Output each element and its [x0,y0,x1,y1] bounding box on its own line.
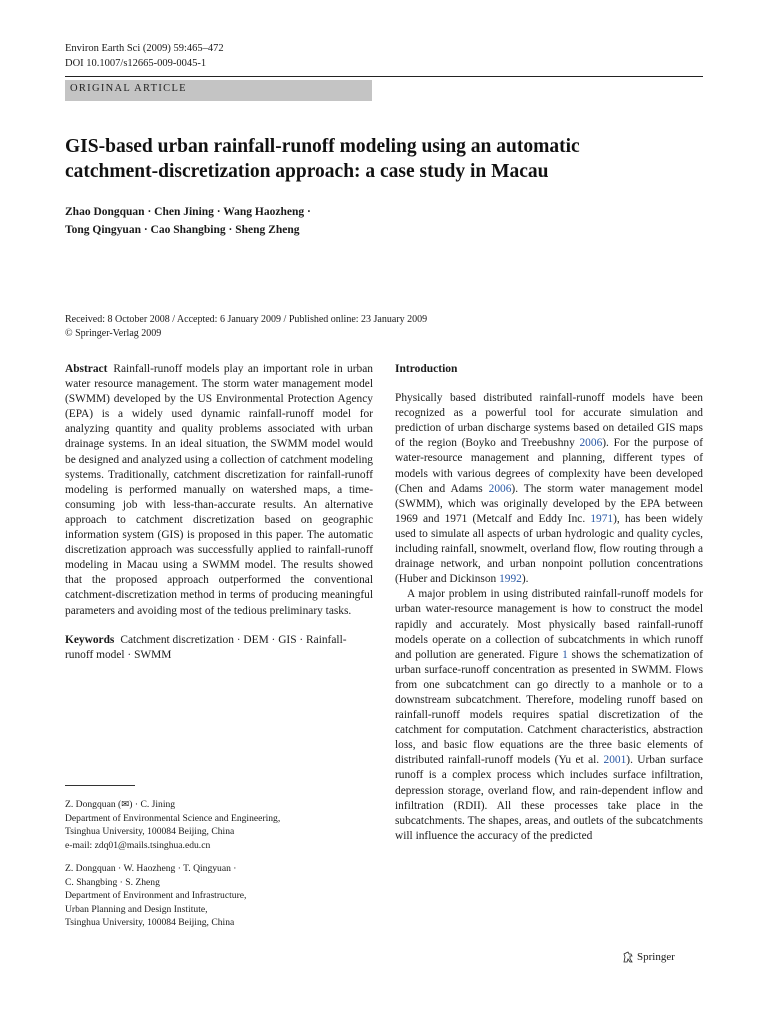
ref-link[interactable]: 2006 [488,482,512,495]
journal-citation: Environ Earth Sci (2009) 59:465–472 [65,43,224,54]
intro-p1-text: ). For the purpose of water-resource management and planning, different types of models with various degrees of complexity have been developed (Chen and Adams [395,437,703,495]
publisher-name: Springer [637,951,675,963]
ref-link[interactable]: 1992 [499,573,522,586]
affiliation-1-names: Z. Dongquan (✉) · C. Jining [65,799,176,810]
affiliation-2-names-1: Z. Dongquan · W. Haozheng · T. Qingyuan · [65,863,237,874]
paper-title [65,134,705,184]
article-type-banner [65,80,372,101]
abstract-text: Rainfall-runoff models play an important role in urban water resource management. The storm water management model (SWMM) developed by the US Environmental Protection Agency (EPA) is a widely used dynamic rainfall-runoff model for analyzing quantity and quality problems associated with urban drainage systems. In an ideal situation, the SWMM model would be designed and analyzed using a collection of catchment modeling systems. Traditionally, catchment discretization for rainfall-runoff modeling is performed manually on watershed maps, a time-consuming job with less-than-accurate results. An alternative approach to catchment discretization based on geographic information system (GIS) is proposed in this paper. The automatic discretization approach was successfully applied to rainfall-runoff modeling in Macau using a SWMM model. The results showed that the proposed approach outperformed the conventional catchment-discretization method in terms of producing meaningful parameters and avoiding most of the tedious preliminary tasks. [65,363,373,617]
figure-link[interactable]: 1 [562,648,568,661]
authors-line-1: Zhao Dongquan · Chen Jining · Wang Haozheng · [65,206,311,218]
affiliation-2-names-2: C. Shangbing · S. Zheng [65,876,160,888]
intro-p2-text: shows the schematization of urban surface-runoff concentration as presented in SWMM. Flows from one subcatchment can go directly to a manhole or to a downstream subcatchment. Therefore, modeling runoff based on rainfall-runoff models requires spatial discretization of the catchment for computation. Catchment characteristics, abstraction loss, and basic flow equations are the three basic elements of distributed rainfall-runoff models (Yu et al. [395,648,704,767]
journal-header [65,41,224,71]
authors-line-2: Tong Qingyuan · Cao Shangbing · Sheng Zheng [65,224,300,236]
right-column [395,362,703,844]
abstract-label: Abstract [65,363,108,375]
keywords-label: Keywords [65,633,115,646]
intro-p1-text: Physically based distributed rainfall-runoff models have been recognized as a powerful tool for accurate simulation and prediction of urban discharge systems based on detailed GIS maps of the region (Boyko and Treebushny [395,392,703,450]
intro-paragraph-1 [395,391,703,587]
left-column [65,362,373,663]
intro-p2-text: ). Urban surface runoff is a complex process which includes surface infiltration, depression storage, overland flow, and rain-dependent inflow and infiltration (RDII). All these processes take place in the subcatchments. The shapes, areas, and outlets of the subcatchments will influence the accuracy of the predicted [395,754,703,842]
affiliation-2-dept: Department of Environment and Infrastructure, [65,890,247,901]
intro-p2-text: A major problem in using distributed rainfall-runoff models for urban water-resource management is how to construct the model rapidly and accurately. Most physically based rainfall-runoff models operate on a collection of subcatchments in which runoff and pollution are generated. Figure [395,588,703,661]
title-line-1: GIS-based urban rainfall-runoff modeling using an automatic [65,136,580,157]
affiliation-2-inst: Urban Planning and Design Institute, [65,903,208,915]
title-line-2: catchment-discretization approach: a case study in Macau [65,161,549,182]
keywords-text: Catchment discretization · DEM · GIS · Rainfall-runoff model · SWMM [65,633,347,661]
author-list [65,203,311,239]
ref-link[interactable]: 1971 [590,512,614,525]
publication-dates [65,313,427,341]
intro-paragraph-2 [395,587,703,844]
affiliation-1 [65,798,375,852]
copyright: © Springer-Verlag 2009 [65,328,162,339]
springer-horse-icon [622,951,634,963]
introduction-heading: Introduction [395,363,458,375]
affiliation-2-univ: Tsinghua University, 100084 Beijing, China [65,917,235,928]
intro-p1-text: ). [521,573,529,586]
intro-p1-text: ), has been widely used to simulate all aspects of urban hydrologic and quality cycles, including rainfall, snowmelt, overland flow, flow routing through a drainage network, and urban nonpoint pollution concentrations (Huber and Dickinson [395,512,703,586]
affiliation-1-univ: Tsinghua University, 100084 Beijing, China [65,826,235,837]
intro-p1-text: ). The storm water management model (SWMM), which was originally developed by the EPA between 1969 and 1971 (Metcalf and Eddy Inc. [395,482,703,525]
keywords [65,633,373,663]
publisher-mark [622,951,675,963]
affiliation-1-email[interactable]: e-mail: zdq01@mails.tsinghua.edu.cn [65,839,211,851]
abstract [65,362,373,619]
ref-link[interactable]: 2001 [603,754,627,767]
footnote-rule [65,785,135,786]
affiliation-1-dept: Department of Environmental Science and Engineering, [65,812,281,824]
header-rule [65,76,703,77]
article-type-label: ORIGINAL ARTICLE [70,83,187,94]
received-dates: Received: 8 October 2008 / Accepted: 6 January 2009 / Published online: 23 January 2009 [65,314,428,325]
doi: DOI 10.1007/s12665-009-0045-1 [65,58,207,69]
affiliation-2 [65,862,375,930]
ref-link[interactable]: 2006 [579,437,603,450]
